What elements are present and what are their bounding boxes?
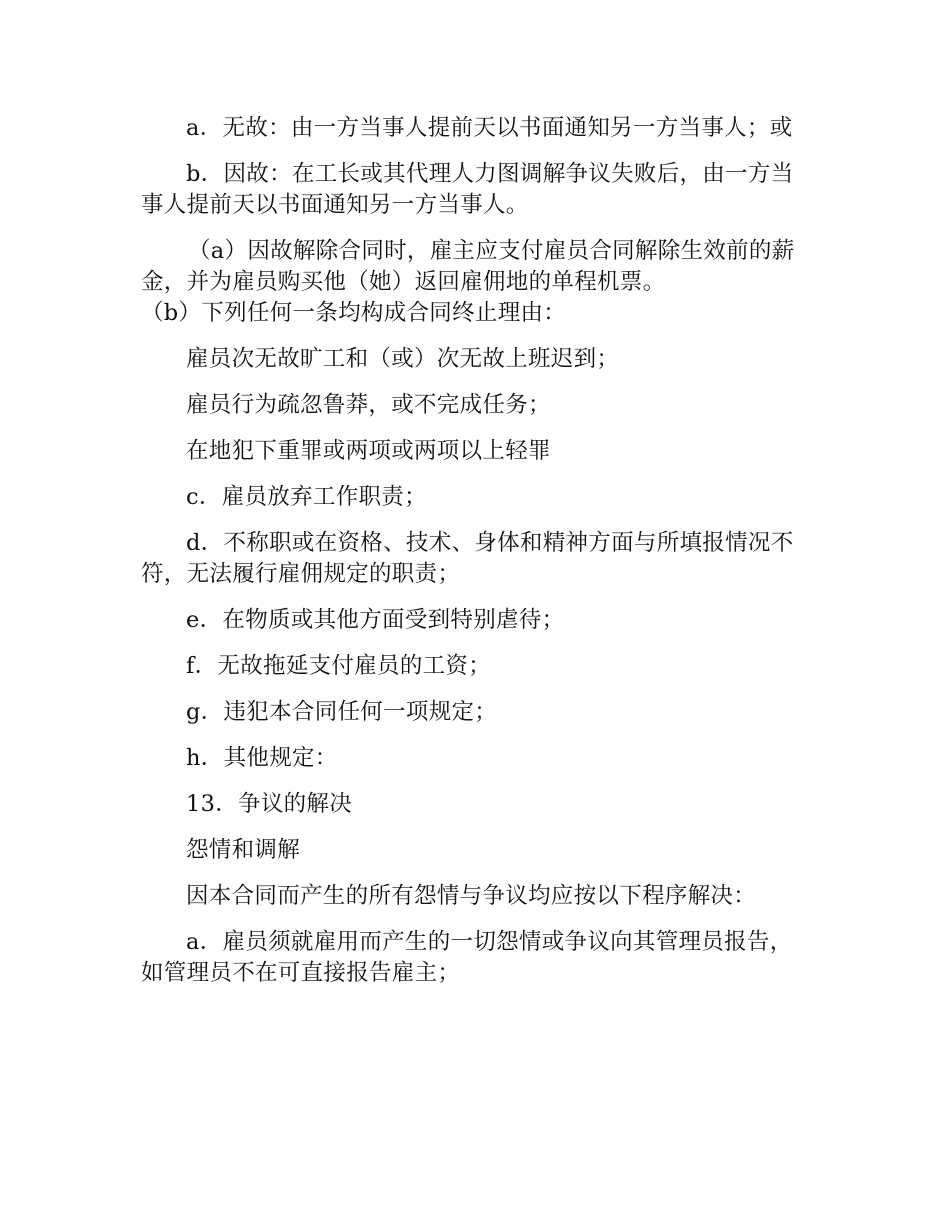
document-body	[141, 113, 801, 1004]
paragraph-termination-with-cause: b．因故：在工长或其代理人力图调解争议失败后，由一方当事人提前天以书面通知另一方当事人。	[141, 161, 794, 218]
paragraph-negligence: 雇员行为疏忽鲁莽，或不完成任务；	[186, 392, 551, 418]
paragraph-clause-a-payment: （a）因故解除合同时，雇主应支付雇员合同解除生效前的薪金，并为雇员购买他（她）返回雇佣地的单程机票。	[141, 238, 795, 295]
paragraph-procedure-a: a．雇员须就雇用而产生的一切怨情或争议向其管理员报告，如管理员不在可直接报告雇主；	[141, 929, 793, 986]
section-heading-dispute-resolution: 13．争议的解决	[186, 791, 353, 817]
paragraph-procedure-intro: 因本合同而产生的所有怨情与争议均应按以下程序解决：	[186, 883, 757, 909]
paragraph-crime: 在地犯下重罪或两项或两项以上轻罪	[186, 438, 551, 464]
paragraph-item-g: g．违犯本合同任何一项规定；	[186, 699, 498, 725]
paragraph-clause-b-grounds: （b）下列任何一条均构成合同终止理由：	[141, 300, 567, 326]
paragraph-absence: 雇员次无故旷工和（或）次无故上班迟到；	[186, 346, 620, 372]
subheading-grievance-mediation: 怨情和调解	[186, 837, 301, 863]
paragraph-item-c: c．雇员放弃工作职责；	[186, 484, 427, 510]
paragraph-item-e: e．在物质或其他方面受到特别虐待；	[186, 607, 565, 633]
paragraph-item-d: d．不称职或在资格、技术、身体和精神方面与所填报情况不符，无法履行雇佣规定的职责；	[141, 530, 794, 587]
paragraph-item-f: f．无故拖延支付雇员的工资；	[186, 653, 492, 679]
paragraph-termination-without-cause: a．无故：由一方当事人提前天以书面通知另一方当事人；或	[186, 115, 793, 141]
paragraph-item-h: h．其他规定：	[186, 745, 338, 771]
